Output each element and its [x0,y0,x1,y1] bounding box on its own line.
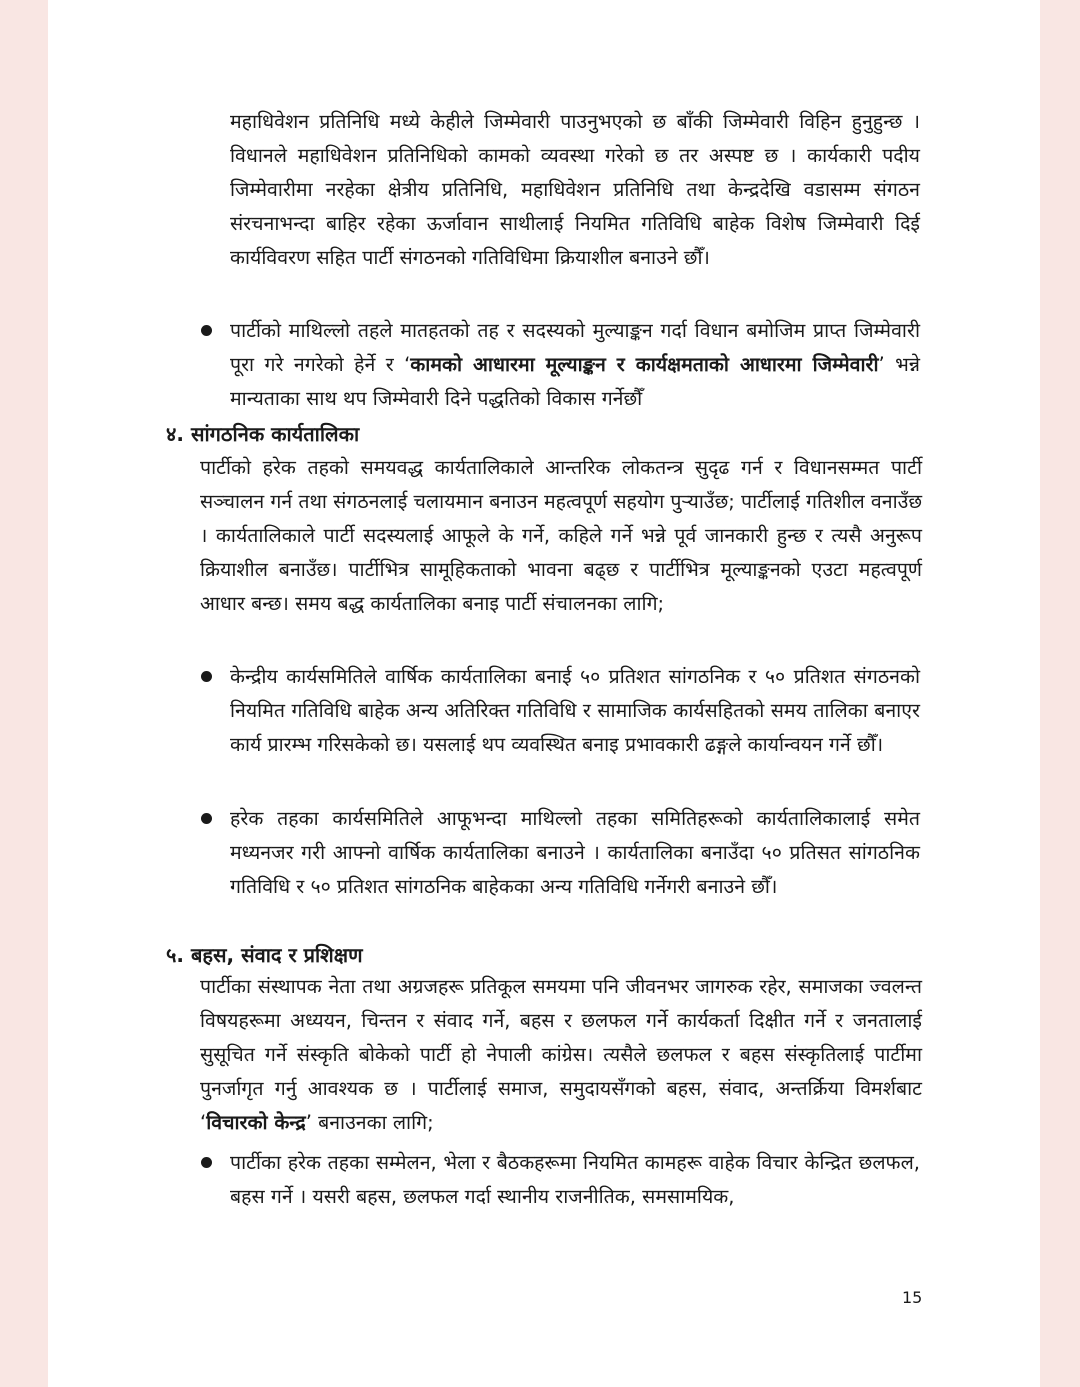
section-4-bullet: केन्द्रीय कार्यसमितिले वार्षिक कार्यतालिका बनाई ५० प्रतिशत सांगठनिक र ५० प्रतिशत संगठनको नियमित गतिविधि बाहेक अन्य अतिरिक्त गतिविधि र सामाजिक कार्यसहितको समय तालिका बनाएर कार्य प्रारम्भ गरिसकेको छ। यसलाई थप व्यवस्थित बनाइ प्रभावकारी ढङ्गले कार्यान्वयन गर्ने छौँ। [230,665,920,756]
bullet-marker [201,813,212,824]
bullet-marker [201,325,212,336]
bullet-evaluation [230,314,920,416]
bullet-evaluation-text-after: ’ भन्ने मान्यताका साथ थप जिम्मेवारी दिने पद्धतिको विकास गर्नेछौँ [230,353,920,410]
page-number: 15 [902,1288,923,1307]
section-5-paragraph [200,970,922,1140]
section-4-paragraph: पार्टीको हरेक तहको समयवद्ध कार्यतालिकाले आन्तरिक लोकतन्त्र सुदृढ गर्न र विधानसम्मत पार्टी सञ्चालन गर्न तथा संगठनलाई चलायमान बनाउन महत्वपूर्ण सहयोग पुर्‍याउँछ; पार्टीलाई गतिशील वनाउँछ । कार्यतालिकाले पार्टी सदस्यलाई आफूले के गर्ने, कहिले गर्ने भन्ने पूर्व जानकारी हुन्छ र त्यसै अनुरूप क्रियाशील बनाउँछ। पार्टीभित्र सामूहिकताको भावना बढ्छ र पार्टीभित्र मूल्याङ्कनको एउटा महत्वपूर्ण आधार बन्छ। समय बद्ध कार्यतालिका बनाइ पार्टी संचालनका लागि; [200,456,922,615]
section-5-heading: ५. बहस, संवाद र प्रशिक्षण [166,943,363,967]
intro-paragraph: महाधिवेशन प्रतिनिधि मध्ये केहीले जिम्मेवारी पाउनुभएको छ बाँकी जिम्मेवारी विहिन हुनुहुन्छ । विधानले महाधिवेशन प्रतिनिधिको कामको व्यवस्था गरेको छ तर अस्पष्ट छ । कार्यकारी पदीय जिम्मेवारीमा नरहेका क्षेत्रीय प्रतिनिधि, महाधिवेशन प्रतिनिधि तथा केन्द्रदेखि वडासम्म संगठन संरचनाभन्दा बाहिर रहेका ऊर्जावान साथीलाई नियमित गतिविधि बाहेक विशेष जिम्मेवारी दिई कार्यविवरण सहित पार्टी संगठनको गतिविधिमा क्रियाशील बनाउने छौँ। [230,110,920,269]
bullet-evaluation-text-before: पार्टीको माथिल्लो तहले मातहतको तह र सदस्यको मुल्याङ्कन गर्दा विधान बमोजिम प्राप्त जिम्मेवारी पूरा गरे नगरेको हेर्ने र ‘ [230,319,920,376]
section-5-paragraph-before: पार्टीका संस्थापक नेता तथा अग्रजहरू प्रतिकूल समयमा पनि जीवनभर जागरुक रहेर, समाजका ज्वलन्त विषयहरूमा अध्ययन, चिन्तन र संवाद गर्ने, बहस र छलफल गर्ने कार्यकर्ता दिक्षीत गर्ने र जनतालाई सुसूचित गर्ने संस्कृति बोकेको पार्टी हो नेपाली कांग्रेस। त्यसैले छलफल र बहस संस्कृतिलाई पार्टीमा पुनर्जागृत गर्नु आवश्यक छ । पार्टीलाई समाज, समुदायसँगको बहस, संवाद, अन्तर्क्रिया विमर्शबाट ‘ [200,975,922,1134]
bullet-marker [201,671,212,682]
document-page [48,0,1040,1387]
section-5-bullet: पार्टीका हरेक तहका सम्मेलन, भेला र बैठकहरूमा नियमित कामहरू वाहेक विचार केन्द्रित छलफल, बहस गर्ने । यसरी बहस, छलफल गर्दा स्थानीय राजनीतिक, समसामयिक, [230,1151,920,1208]
section-4-bullet: हरेक तहका कार्यसमितिले आफूभन्दा माथिल्लो तहका समितिहरूको कार्यतालिकालाई समेत मध्यनजर गरी आफ्नो वार्षिक कार्यतालिका बनाउने । कार्यतालिका बनाउँदा ५० प्रतिसत सांगठनिक गतिविधि र ५० प्रतिशत सांगठनिक बाहेकका अन्य गतिविधि गर्नेगरी बनाउने छौँ। [230,807,920,898]
section-4-heading: ४. सांगठनिक कार्यतालिका [166,422,360,446]
section-5-paragraph-bold: विचारको केन्द्र [206,1111,306,1134]
bullet-evaluation-bold: कामको आधारमा मूल्याङ्कन र कार्यक्षमताको आधारमा जिम्मेवारी [410,353,879,376]
section-5-paragraph-after: ’ बनाउनका लागि; [305,1111,434,1134]
bullet-marker [201,1157,212,1168]
